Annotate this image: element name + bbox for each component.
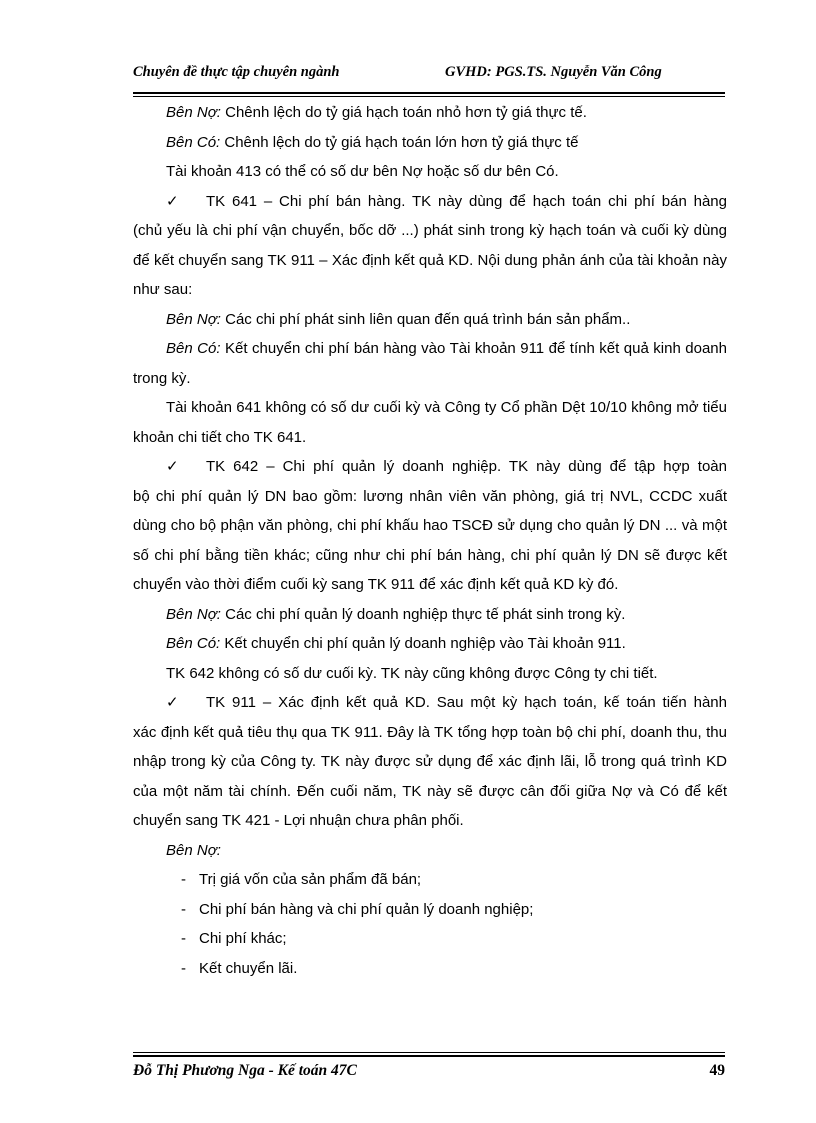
paragraph-tk642-intro: ✓ TK 642 – Chi phí quản lý doanh nghiệp. TK này dùng để tập hợp toàn: [133, 452, 727, 482]
list-item: - Kết chuyển lãi.: [133, 954, 727, 984]
list-item: - Chi phí khác;: [133, 924, 727, 954]
paragraph-tk642-ben-co: Bên Có: Kết chuyển chi phí quản lý doanh nghiệp vào Tài khoản 911.: [166, 635, 626, 652]
label-tk911-ben-no: Bên Nợ:: [166, 841, 221, 859]
paragraph-tk642-note: TK 642 không có số dư cuối kỳ. TK này cũng không được Công ty chi tiết.: [166, 664, 658, 682]
paragraph-tk911-body: xác định kết quả tiêu thụ qua TK 911. Đây là TK tổng hợp toàn bộ chi phí, doanh thu, thu nhập trong kỳ của Công ty. TK này được sử dụng để xác định lãi, lỗ trong quá trình KD của một năm tài chính. Đến cuối năm, TK này sẽ được cân đối giữa Nợ và Có để kết chuyển sang TK 421 - Lợi nhuận chưa phân phối.: [133, 723, 727, 829]
checkmark-icon: ✓: [166, 458, 179, 475]
paragraph-ben-co-413: Bên Có: Chênh lệch do tỷ giá hạch toán lớn hơn tỷ giá thực tế: [166, 133, 579, 151]
paragraph-tk641-ben-no: Bên Nợ: Các chi phí phát sinh liên quan đến quá trình bán sản phẩm..: [166, 310, 631, 328]
dash-bullet: -: [181, 871, 186, 888]
label-ben-co: Bên Có:: [166, 340, 221, 357]
paragraph-tk641-intro: ✓ TK 641 – Chi phí bán hàng. TK này dùng để hạch toán chi phí bán hàng: [133, 187, 727, 217]
label-ben-co: Bên Có:: [166, 133, 221, 151]
page-body: [133, 98, 727, 983]
header-title: Chuyên đề thực tập chuyên ngành: [133, 64, 340, 80]
paragraph-tk641-ben-co: Bên Có: Kết chuyển chi phí bán hàng vào Tài khoản 911 để tính kết quả kinh doanh trong kỳ.: [133, 340, 727, 387]
paragraph-tk911-intro: ✓ TK 911 – Xác định kết quả KD. Sau một kỳ hạch toán, kế toán tiến hành: [133, 688, 727, 718]
paragraph-tk642-body: bộ chi phí quản lý DN bao gồm: lương nhân viên văn phòng, giá trị NVL, CCDC xuất dùng cho bộ phận văn phòng, chi phí khấu hao TSCĐ sử dụng cho quản lý DN ... và một số chi phí bằng tiền khác; cũng như chi phí bán hàng, chi phí quản lý DN sẽ được kết chuyển vào thời điểm cuối kỳ sang TK 911 để xác định kết quả KD kỳ đó.: [133, 487, 727, 593]
list-item: - Chi phí bán hàng và chi phí quản lý doanh nghiệp;: [133, 895, 727, 925]
list-item: - Trị giá vốn của sản phẩm đã bán;: [133, 865, 727, 895]
header-rule-thick: [133, 92, 725, 94]
checkmark-icon: ✓: [166, 192, 179, 210]
header-rule-thin: [133, 96, 725, 97]
label-ben-co: Bên Có:: [166, 635, 221, 652]
label-ben-no: Bên Nợ:: [166, 605, 221, 623]
dash-bullet: -: [181, 959, 186, 977]
label-ben-no: Bên Nợ:: [166, 310, 221, 328]
label-ben-no: Bên Nợ:: [166, 104, 221, 121]
paragraph-ben-no-413: Bên Nợ: Chênh lệch do tỷ giá hạch toán nhỏ hơn tỷ giá thực tế.: [166, 104, 587, 121]
checkmark-icon: ✓: [166, 694, 179, 711]
paragraph-tk641-body: (chủ yếu là chi phí vận chuyển, bốc dỡ ...) phát sinh trong kỳ hạch toán và cuối kỳ dùng để kết chuyển sang TK 911 – Xác định kết quả KD. Nội dung phản ánh của tài khoản này như sau:: [133, 222, 727, 298]
page-number: 49: [709, 1062, 725, 1079]
paragraph-tk642-ben-no: Bên Nợ: Các chi phí quản lý doanh nghiệp thực tế phát sinh trong kỳ.: [166, 605, 626, 623]
footer-rule-thick: [133, 1055, 725, 1057]
footer-author: Đỗ Thị Phương Nga - Kế toán 47C: [133, 1062, 357, 1079]
paragraph-413-note: Tài khoản 413 có thể có số dư bên Nợ hoặc số dư bên Có.: [166, 163, 559, 180]
page-header: [133, 62, 725, 86]
dash-bullet: -: [181, 900, 186, 918]
page-footer: [133, 1062, 725, 1088]
footer-rule-thin: [133, 1052, 725, 1053]
dash-bullet: -: [181, 930, 186, 947]
header-advisor: GVHD: PGS.TS. Nguyễn Văn Công: [445, 64, 662, 80]
paragraph-tk641-note: Tài khoản 641 không có số dư cuối kỳ và Công ty Cổ phần Dệt 10/10 không mở tiểu khoản chi tiết cho TK 641.: [133, 399, 727, 446]
